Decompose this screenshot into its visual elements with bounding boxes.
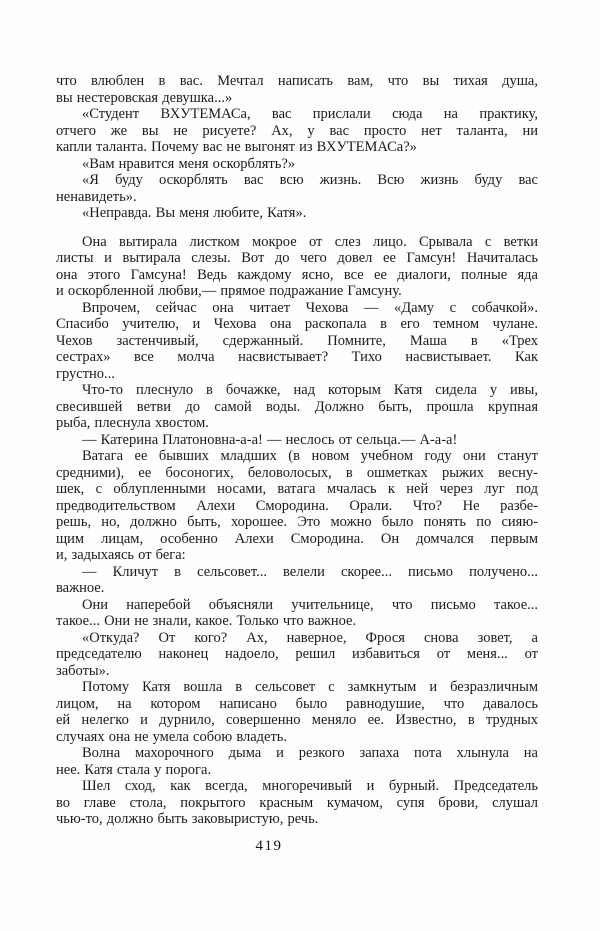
paragraph	[56, 156, 538, 173]
paragraph	[56, 448, 538, 564]
text-line: капли таланта. Почему вас не выгонят из ВХУТЕМАСа?»	[56, 139, 417, 155]
text-line: «Вам нравится меня оскорблять?»	[82, 155, 296, 172]
text-line: Потому Катя вошла в сельсовет с замкнутым и безразличным	[82, 679, 538, 695]
text-line: Что-то плеснуло в бочажке, над которым Катя сидела у ивы,	[82, 382, 538, 398]
paragraph	[56, 597, 538, 630]
text-line: председателю наконец надоело, решил избавиться от меня... от	[56, 646, 538, 662]
text-line: Шел сход, как всегда, многоречивый и бурный. Председатель	[82, 778, 538, 794]
text-line: ей нелегко и дурнило, совершенно меняло ее. Известно, в трудных	[56, 712, 538, 728]
text-line: щим лицам, особенно Алехи Смородина. Он домчался первым	[56, 530, 538, 547]
paragraph	[56, 745, 538, 778]
text-line: грустно...	[56, 365, 115, 382]
text-line: средними), ее босоногих, беловолосых, в ошметках рыжих весну-	[56, 464, 538, 481]
text-line: ненавидеть».	[56, 188, 137, 205]
paragraph	[56, 382, 538, 432]
page-text	[56, 73, 538, 828]
paragraph	[56, 106, 538, 156]
text-line: — Кличут в сельсовет... велели скорее... письмо получено...	[82, 563, 538, 580]
text-line: сестрах» все молча насвистывает? Тихо насвистывает. Как	[56, 349, 538, 365]
text-line: свесившей ветви до самой воды. Должно быть, прошла крупная	[56, 398, 538, 415]
text-line: чью-то, должно быть заковыристую, речь.	[56, 811, 319, 827]
paragraph	[56, 234, 538, 300]
text-line: решь, но, должно быть, хорошее. Это можно было понять по сияю-	[56, 514, 538, 530]
text-line: отчего же вы не рисуете? Ах, у вас просто нет таланта, ни	[56, 122, 538, 139]
text-line: Чехов застенчивый, сдержанный. Помните, Маша в «Трех	[56, 332, 538, 349]
text-line: вы нестеровская девушка...»	[56, 89, 233, 106]
text-line: важное.	[56, 580, 105, 596]
text-line: Впрочем, сейчас она читает Чехова — «Даму с собачкой».	[82, 299, 538, 316]
paragraph	[56, 205, 538, 222]
text-line: Ватага ее бывших младших (в новом учебном году они станут	[82, 448, 538, 464]
text-line: предводительством Алехи Смородина. Орали. Что? Не разбе-	[56, 497, 538, 514]
text-line: «Я буду оскорблять вас всю жизнь. Всю жизнь буду вас	[82, 172, 538, 188]
text-line: случаях она не умела собою владеть.	[56, 728, 288, 745]
text-line: шек, с облупленными носами, ватага мчалась к ней через луг под	[56, 481, 538, 497]
text-line: Спасибо учителю, и Чехова она раскопала в его темном чулане.	[56, 316, 538, 332]
paragraph	[56, 300, 538, 383]
text-line: и оскорбленной любви,— прямое подражание Гамсуну.	[56, 283, 402, 299]
text-line: она этого Гамсуна! Ведь каждому ясно, все ее диалоги, полные яда	[56, 266, 538, 283]
paragraph	[56, 630, 538, 680]
text-line: «Неправда. Вы меня любите, Катя».	[82, 205, 307, 221]
paragraph	[56, 172, 538, 205]
paragraph	[56, 564, 538, 597]
text-line: такое... Они не знали, какое. Только что важное.	[56, 613, 357, 629]
text-line: лицом, на котором написано было равнодушие, что давалось	[56, 695, 538, 712]
text-line: что влюблен в вас. Мечтал написать вам, что вы тихая душа,	[56, 73, 538, 89]
text-line: Они наперебой объясняли учительнице, что письмо такое...	[82, 596, 538, 613]
paragraph	[56, 73, 538, 106]
text-line: листы и вытирала слезы. Вот до чего довел ее Гамсун! Начиталась	[56, 250, 538, 266]
text-line: «Студент ВХУТЕМАСа, вас прислали сюда на практику,	[82, 106, 538, 122]
text-line: заботы».	[56, 662, 110, 679]
paragraph	[56, 778, 538, 828]
text-line: и, задыхаясь от бега:	[56, 547, 186, 563]
text-line: «Откуда? От кого? Ах, наверное, Фрося снова зовет, а	[82, 629, 538, 646]
text-line: во главе стола, покрытого красным кумачом, супя брови, слушал	[56, 794, 538, 811]
text-line: Волна махорочного дыма и резкого запаха пота хлынула на	[82, 745, 538, 761]
text-line: нее. Катя стала у порога.	[56, 761, 212, 778]
paragraph	[56, 432, 538, 449]
text-line: рыба, плеснула хвостом.	[56, 415, 209, 431]
paragraph	[56, 679, 538, 745]
text-line: Она вытирала листком мокрое от слез лицо. Срывала с ветки	[82, 233, 538, 250]
text-line: — Катерина Платоновна-а-а! — неслось от сельца.— А-а-а!	[82, 431, 458, 448]
page-number: 419	[255, 838, 283, 854]
